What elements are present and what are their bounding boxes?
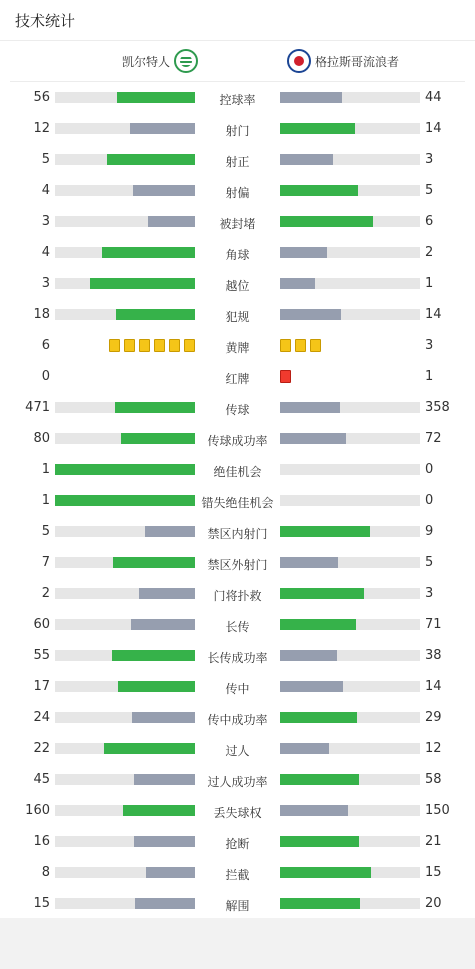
home-value: 55 <box>33 648 50 663</box>
home-bar-track <box>55 681 195 692</box>
away-bar-fill <box>280 867 371 878</box>
away-bar-track <box>280 557 420 568</box>
home-value: 5 <box>41 524 50 539</box>
away-value: 72 <box>425 431 442 446</box>
away-bar-fill <box>280 278 315 289</box>
stat-row <box>0 888 475 919</box>
away-bar-track <box>280 433 420 444</box>
away-bar-fill <box>280 743 329 754</box>
home-bar-track <box>55 867 195 878</box>
home-team-name: 凯尔特人 <box>121 54 170 69</box>
home-bar-fill <box>90 278 195 289</box>
away-value: 3 <box>425 338 434 353</box>
stat-label: 禁区内射门 <box>207 527 268 541</box>
away-team-name: 格拉斯哥流浪者 <box>315 54 400 69</box>
home-bar-track <box>55 216 195 227</box>
away-value: 5 <box>425 183 434 198</box>
away-value: 5 <box>425 555 434 570</box>
stat-row <box>0 113 475 144</box>
home-value: 18 <box>33 307 50 322</box>
home-bar-track <box>55 433 195 444</box>
stat-label: 射门 <box>225 124 250 138</box>
home-bar-track <box>55 123 195 134</box>
stat-row <box>0 857 475 888</box>
stat-label: 长传成功率 <box>207 651 268 665</box>
home-bar-fill <box>113 557 195 568</box>
home-bar-fill <box>55 464 195 475</box>
home-value: 6 <box>41 338 50 353</box>
home-bar-track <box>55 774 195 785</box>
stat-label: 解围 <box>225 899 250 913</box>
away-value: 358 <box>425 400 450 415</box>
away-bar-fill <box>280 185 358 196</box>
home-value: 3 <box>41 276 50 291</box>
stat-row <box>0 671 475 702</box>
stat-label: 犯规 <box>225 310 250 324</box>
away-value: 3 <box>425 152 434 167</box>
yellow-card-icon <box>184 339 195 352</box>
away-value: 3 <box>425 586 434 601</box>
stat-row <box>0 578 475 609</box>
away-value: 9 <box>425 524 434 539</box>
home-bar-fill <box>145 526 195 537</box>
home-value: 4 <box>41 245 50 260</box>
home-bar-fill <box>134 836 195 847</box>
stat-row <box>0 547 475 578</box>
home-cards <box>109 339 195 352</box>
home-bar-track <box>55 185 195 196</box>
stat-label: 传球 <box>225 403 250 417</box>
stat-row <box>0 609 475 640</box>
home-team[interactable] <box>122 49 198 73</box>
home-bar-track <box>55 247 195 258</box>
home-bar-fill <box>55 495 195 506</box>
away-bar-track <box>280 743 420 754</box>
home-value: 80 <box>33 431 50 446</box>
yellow-card-icon <box>310 339 321 352</box>
home-bar-track <box>55 588 195 599</box>
stat-row <box>0 268 475 299</box>
away-value: 21 <box>425 834 442 849</box>
home-bar-fill <box>132 712 195 723</box>
home-bar-fill <box>116 309 195 320</box>
stat-label: 长传 <box>225 620 250 634</box>
stat-label: 抢断 <box>225 837 250 851</box>
home-bar-track <box>55 464 195 475</box>
home-bar-fill <box>118 681 195 692</box>
away-bar-fill <box>280 619 356 630</box>
away-bar-track <box>280 898 420 909</box>
yellow-card-icon <box>295 339 306 352</box>
home-value: 0 <box>41 369 50 384</box>
away-team[interactable] <box>287 49 399 73</box>
away-bar-fill <box>280 557 338 568</box>
stat-label: 过人 <box>225 744 250 758</box>
away-value: 29 <box>425 710 442 725</box>
stat-row <box>0 795 475 826</box>
home-value: 1 <box>41 493 50 508</box>
home-value: 16 <box>33 834 50 849</box>
stat-row <box>0 423 475 454</box>
away-bar-track <box>280 247 420 258</box>
stat-label: 传中成功率 <box>207 713 268 727</box>
stat-row <box>0 764 475 795</box>
stat-label: 越位 <box>225 279 250 293</box>
stat-row <box>0 175 475 206</box>
away-bar-fill <box>280 650 337 661</box>
away-cards <box>280 339 321 352</box>
celtic-crest-icon <box>174 49 198 73</box>
home-bar-track <box>55 836 195 847</box>
stat-label: 禁区外射门 <box>207 558 268 572</box>
stat-row <box>0 516 475 547</box>
away-value: 12 <box>425 741 442 756</box>
yellow-card-icon <box>124 339 135 352</box>
away-bar-track <box>280 526 420 537</box>
stat-row <box>0 702 475 733</box>
home-bar-fill <box>104 743 195 754</box>
home-value: 5 <box>41 152 50 167</box>
away-value: 38 <box>425 648 442 663</box>
yellow-card-icon <box>169 339 180 352</box>
stat-label: 丢失球权 <box>213 806 262 820</box>
home-bar-fill <box>146 867 195 878</box>
stat-row <box>0 361 475 392</box>
home-value: 4 <box>41 183 50 198</box>
away-bar-track <box>280 123 420 134</box>
away-bar-track <box>280 805 420 816</box>
home-bar-track <box>55 743 195 754</box>
away-bar-fill <box>280 836 359 847</box>
away-bar-fill <box>280 898 360 909</box>
home-value: 12 <box>33 121 50 136</box>
rangers-crest-icon <box>287 49 311 73</box>
away-value: 150 <box>425 803 450 818</box>
away-bar-fill <box>280 712 357 723</box>
away-bar-fill <box>280 526 370 537</box>
home-bar-track <box>55 92 195 103</box>
away-value: 71 <box>425 617 442 632</box>
away-bar-fill <box>280 774 359 785</box>
stat-label: 过人成功率 <box>207 775 268 789</box>
away-bar-fill <box>280 216 373 227</box>
home-bar-fill <box>107 154 195 165</box>
away-bar-track <box>280 588 420 599</box>
away-value: 58 <box>425 772 442 787</box>
home-value: 471 <box>25 400 50 415</box>
away-bar-fill <box>280 402 340 413</box>
home-bar-track <box>55 495 195 506</box>
home-value: 22 <box>33 741 50 756</box>
away-bar-track <box>280 836 420 847</box>
stat-label: 角球 <box>225 248 250 262</box>
stat-label: 被封堵 <box>219 217 256 231</box>
home-bar-track <box>55 526 195 537</box>
home-bar-track <box>55 712 195 723</box>
away-bar-track <box>280 712 420 723</box>
away-value: 0 <box>425 462 434 477</box>
home-value: 1 <box>41 462 50 477</box>
away-bar-track <box>280 216 420 227</box>
yellow-card-icon <box>139 339 150 352</box>
home-bar-track <box>55 309 195 320</box>
away-value: 2 <box>425 245 434 260</box>
home-bar-fill <box>148 216 195 227</box>
red-card-icon <box>280 370 291 383</box>
home-bar-track <box>55 278 195 289</box>
stat-label: 拦截 <box>225 868 250 882</box>
away-value: 0 <box>425 493 434 508</box>
away-value: 14 <box>425 121 442 136</box>
away-value: 14 <box>425 307 442 322</box>
home-value: 2 <box>41 586 50 601</box>
home-bar-fill <box>133 185 195 196</box>
home-bar-track <box>55 619 195 630</box>
stat-label: 射偏 <box>225 186 250 200</box>
away-value: 1 <box>425 369 434 384</box>
stat-label: 传中 <box>225 682 250 696</box>
away-bar-fill <box>280 681 343 692</box>
away-bar-fill <box>280 309 341 320</box>
away-bar-track <box>280 619 420 630</box>
stat-row <box>0 485 475 516</box>
stat-row <box>0 454 475 485</box>
stat-label: 红牌 <box>225 372 250 386</box>
section-header <box>0 0 475 41</box>
section-title: 技术统计 <box>15 11 76 30</box>
stat-label: 传球成功率 <box>207 434 268 448</box>
away-value: 14 <box>425 679 442 694</box>
away-value: 20 <box>425 896 442 911</box>
home-value: 8 <box>41 865 50 880</box>
home-bar-track <box>55 898 195 909</box>
home-value: 60 <box>33 617 50 632</box>
away-bar-track <box>280 867 420 878</box>
home-bar-fill <box>102 247 195 258</box>
away-bar-track <box>280 402 420 413</box>
yellow-card-icon <box>109 339 120 352</box>
away-bar-track <box>280 681 420 692</box>
away-bar-track <box>280 495 420 506</box>
away-bar-fill <box>280 805 348 816</box>
away-bar-track <box>280 185 420 196</box>
away-bar-track <box>280 278 420 289</box>
home-value: 3 <box>41 214 50 229</box>
home-value: 15 <box>33 896 50 911</box>
away-bar-track <box>280 309 420 320</box>
home-bar-fill <box>139 588 195 599</box>
away-bar-fill <box>280 92 342 103</box>
home-bar-fill <box>115 402 195 413</box>
stat-label: 黄牌 <box>225 341 250 355</box>
home-value: 56 <box>33 90 50 105</box>
home-bar-fill <box>134 774 195 785</box>
away-bar-track <box>280 650 420 661</box>
away-value: 15 <box>425 865 442 880</box>
home-bar-fill <box>123 805 195 816</box>
stat-label: 绝佳机会 <box>213 465 262 479</box>
away-bar-track <box>280 92 420 103</box>
stat-row <box>0 237 475 268</box>
stat-row <box>0 82 475 113</box>
home-value: 45 <box>33 772 50 787</box>
home-bar-fill <box>131 619 195 630</box>
stat-row <box>0 144 475 175</box>
home-bar-fill <box>112 650 195 661</box>
yellow-card-icon <box>280 339 291 352</box>
away-bar-track <box>280 774 420 785</box>
away-bar-fill <box>280 154 333 165</box>
stat-row <box>0 206 475 237</box>
home-bar-fill <box>130 123 195 134</box>
away-value: 6 <box>425 214 434 229</box>
away-value: 44 <box>425 90 442 105</box>
home-bar-track <box>55 402 195 413</box>
home-bar-fill <box>121 433 195 444</box>
home-value: 17 <box>33 679 50 694</box>
home-value: 7 <box>41 555 50 570</box>
stat-label: 门将扑救 <box>213 589 262 603</box>
home-bar-track <box>55 805 195 816</box>
stat-row <box>0 392 475 423</box>
home-bar-fill <box>117 92 195 103</box>
away-bar-track <box>280 154 420 165</box>
home-value: 160 <box>25 803 50 818</box>
away-bar-fill <box>280 588 364 599</box>
yellow-card-icon <box>154 339 165 352</box>
home-bar-track <box>55 650 195 661</box>
stat-row <box>0 330 475 361</box>
stat-label: 控球率 <box>219 93 256 107</box>
stat-label: 射正 <box>225 155 250 169</box>
stat-row <box>0 640 475 671</box>
away-cards <box>280 370 291 383</box>
home-value: 24 <box>33 710 50 725</box>
home-bar-fill <box>135 898 195 909</box>
stat-label: 错失绝佳机会 <box>201 496 274 510</box>
teams-row <box>10 41 465 82</box>
stat-row <box>0 826 475 857</box>
away-bar-fill <box>280 123 355 134</box>
home-bar-track <box>55 154 195 165</box>
stat-row <box>0 733 475 764</box>
away-bar-fill <box>280 433 346 444</box>
stat-row <box>0 299 475 330</box>
away-value: 1 <box>425 276 434 291</box>
home-bar-track <box>55 557 195 568</box>
away-bar-track <box>280 464 420 475</box>
away-bar-fill <box>280 247 327 258</box>
